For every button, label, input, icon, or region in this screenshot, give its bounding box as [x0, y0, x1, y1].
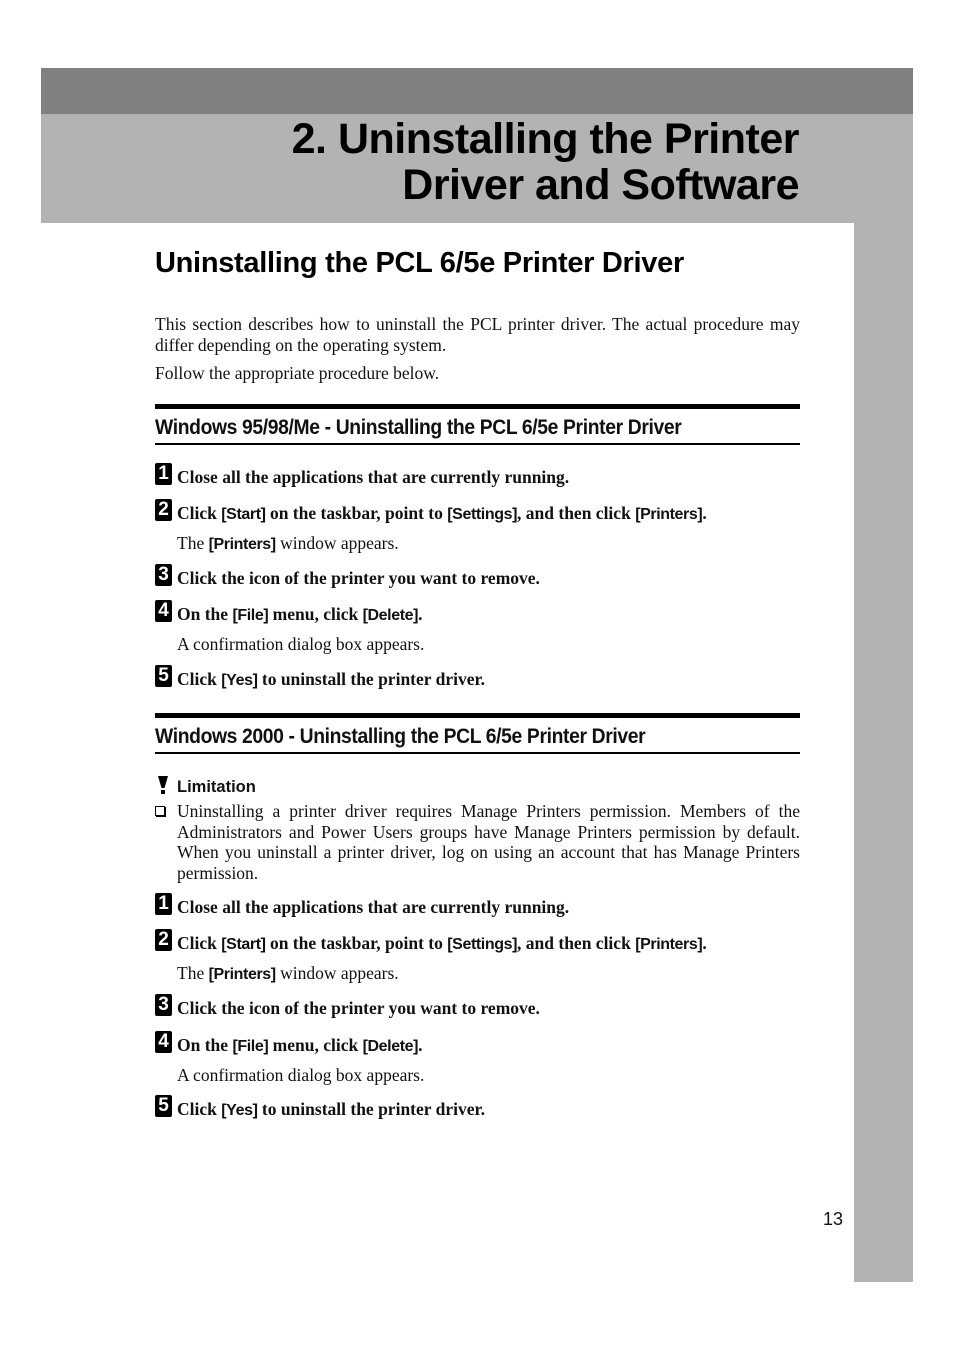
step-text-part: Click [177, 1099, 222, 1119]
step-text-part: , and then click [517, 503, 636, 523]
step-text [177, 933, 707, 955]
step-number: 4 [155, 1031, 172, 1053]
step-text [177, 503, 707, 525]
win2000-heading-text: Windows 2000 - Uninstalling the PCL 6/5e Printer Driver [155, 725, 646, 748]
step-text [177, 604, 422, 626]
section-title: Uninstalling the PCL 6/5e Printer Driver [155, 247, 684, 279]
step-text-part: on the taskbar, point to [265, 503, 448, 523]
side-thumb-tab [854, 223, 913, 1282]
step-result [177, 963, 399, 985]
step-text: Close all the applications that are currently running. [177, 467, 570, 487]
intro-paragraph: This section describes how to uninstall the PCL printer driver. The actual procedure may differ depending on the operating system. [155, 314, 800, 355]
step-text-part: . [702, 933, 707, 953]
step-number: 3 [155, 994, 172, 1016]
step-text-part: Click [177, 669, 222, 689]
step-text-part: on the taskbar, point to [265, 933, 448, 953]
printers-ui-label: [Printers] [208, 536, 276, 553]
start-ui-label: [Start] [221, 936, 266, 953]
step-text: Close all the applications that are currently running. [177, 897, 570, 917]
step-text [177, 1099, 485, 1121]
step-text-part: menu, click [268, 1035, 363, 1055]
step-text-part: menu, click [268, 604, 363, 624]
yes-ui-label: [Yes] [221, 672, 258, 689]
printers-ui-label: [Printers] [208, 966, 276, 983]
step-text-part: Click [177, 933, 222, 953]
intro-instruction: Follow the appropriate procedure below. [155, 363, 440, 383]
step-text: Click the icon of the printer you want to remove. [177, 568, 540, 588]
step-number: 5 [155, 1095, 172, 1117]
step-number: 4 [155, 600, 172, 622]
page-number: 13 [823, 1209, 844, 1229]
step-text-part: , and then click [517, 933, 636, 953]
step-number: 3 [155, 564, 172, 586]
step-text-part: Click [177, 503, 222, 523]
step-text-part: to uninstall the printer driver. [257, 1099, 486, 1119]
settings-ui-label: [Settings] [447, 506, 518, 523]
settings-ui-label: [Settings] [447, 936, 518, 953]
step-text: Click the icon of the printer you want to remove. [177, 998, 540, 1018]
step-text-part: . [418, 1035, 423, 1055]
header-band-dark [41, 68, 913, 114]
step-result-part: The [177, 963, 209, 983]
step-result: A confirmation dialog box appears. [177, 1065, 425, 1085]
chapter-title [292, 116, 799, 208]
step-number: 2 [155, 929, 172, 951]
yes-ui-label: [Yes] [221, 1102, 258, 1119]
win2000-heading [155, 713, 800, 754]
step-result-part: The [177, 533, 209, 553]
file-ui-label: [File] [232, 607, 269, 624]
step-number: 5 [155, 665, 172, 687]
step-result: A confirmation dialog box appears. [177, 634, 425, 654]
win9x-heading-text: Windows 95/98/Me - Uninstalling the PCL 6/5e Printer Driver [155, 416, 682, 439]
start-ui-label: [Start] [221, 506, 266, 523]
step-number: 1 [155, 893, 172, 915]
printers-ui-label: [Printers] [635, 506, 703, 523]
step-text [177, 669, 485, 691]
chapter-title-line1: 2. Uninstalling the Printer [291, 115, 799, 163]
printers-ui-label: [Printers] [635, 936, 703, 953]
step-text-part: . [702, 503, 707, 523]
step-number: 1 [155, 463, 172, 485]
limitation-text: Uninstalling a printer driver requires Manage Printers permission. Members of the Administrators and Power Users groups have Manage Printers permission by default. When you uninstall a printer driver, log on using an account that has Manage Printers permission. [177, 801, 800, 884]
win9x-heading [155, 404, 800, 445]
limitation-label: Limitation [177, 778, 256, 796]
step-text [177, 1035, 422, 1057]
step-result-part: window appears. [275, 533, 399, 553]
step-text-part: to uninstall the printer driver. [257, 669, 486, 689]
step-result-part: window appears. [275, 963, 399, 983]
file-ui-label: [File] [232, 1038, 269, 1055]
step-text-part: . [418, 604, 423, 624]
limitation-icon [155, 774, 171, 796]
checkbox-bullet-icon [155, 806, 165, 816]
step-text-part: On the [177, 1035, 233, 1055]
step-text-part: On the [177, 604, 233, 624]
chapter-title-line2: Driver and Software [402, 161, 799, 209]
delete-ui-label: [Delete] [362, 607, 419, 624]
step-result [177, 533, 399, 555]
delete-ui-label: [Delete] [362, 1038, 419, 1055]
step-number: 2 [155, 499, 172, 521]
